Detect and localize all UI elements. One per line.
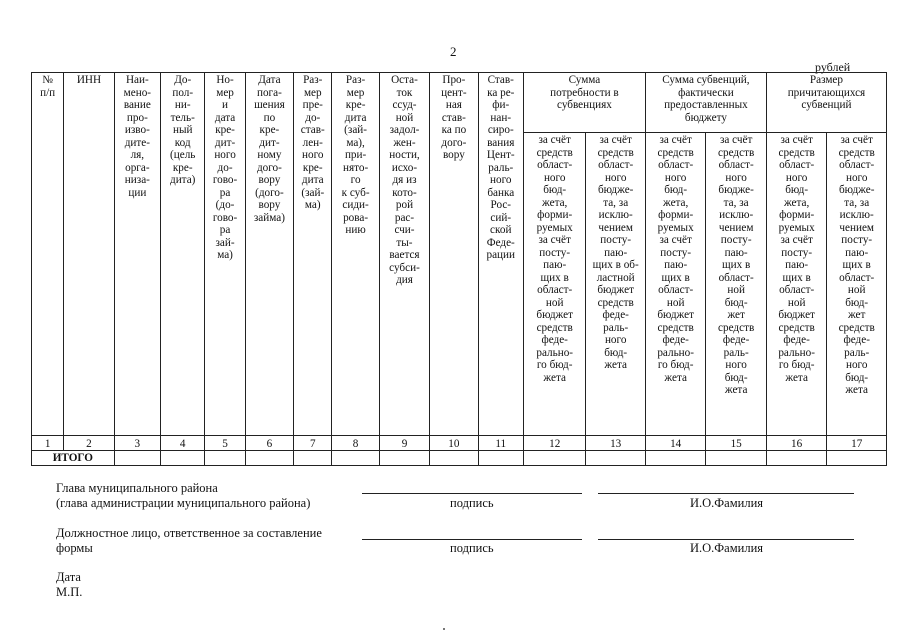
official-title-line2: формы	[56, 541, 93, 555]
header-group-due: Размер причитающихся субвенций	[766, 73, 886, 133]
official-title	[56, 526, 322, 556]
column-number: 8	[332, 436, 379, 451]
header-provided-regional: за счёт средств област- ного бюдже- та, за исклю- чением посту- паю- щих в област- ной бюд- жет средств феде- раль- ного бюд- жета	[706, 133, 767, 436]
header-row-number: № п/п	[32, 73, 64, 436]
total-cell	[430, 451, 478, 466]
total-cell	[245, 451, 293, 466]
subsidy-form-table	[31, 72, 887, 466]
header-row-top	[32, 73, 887, 133]
column-number: 12	[523, 436, 586, 451]
total-cell	[586, 451, 645, 466]
header-need-regional: за счёт средств област- ного бюдже- та, за исклю- чением посту- паю- щих в об- ластной бюджет средств феде- раль- ного бюд- жета	[586, 133, 645, 436]
head-signature-caption: подпись	[450, 496, 494, 510]
header-contract-number-date: Но- мер и дата кре- дит- ного до- гово- ра (до- гово- ра зай- ма)	[205, 73, 245, 436]
total-cell	[523, 451, 586, 466]
header-inn: ИНН	[64, 73, 114, 436]
header-additional-code: До- пол- ни- тель- ный код (цель кре- дита)	[161, 73, 205, 436]
head-title-line2: (глава администрации муниципального района)	[56, 496, 311, 510]
date-stamp-block	[56, 570, 82, 600]
header-debt-balance: Оста- ток ссуд- ной задол- жен- ности, исхо- дя из кото- рой рас- счи- ты- вается субси- дия	[379, 73, 429, 436]
total-cell	[766, 451, 826, 466]
header-interest-rate: Про- цент- ная став- ка по дого- вору	[430, 73, 478, 436]
date-label: Дата	[56, 570, 81, 584]
header-loan-subsidized: Раз- мер кре- дита (зай- ма), при- нято- го к суб- сиди- рова- нию	[332, 73, 379, 436]
header-need-federal: за счёт средств област- ного бюд- жета, форми- руемых за счёт посту- паю- щих в област- ной бюджет средств феде- рально- го бюд- жета	[523, 133, 586, 436]
column-number: 10	[430, 436, 478, 451]
head-name-line	[598, 493, 854, 494]
column-number: 7	[294, 436, 332, 451]
total-cell	[114, 451, 160, 466]
total-cell	[294, 451, 332, 466]
header-repayment-date: Дата пога- шения по кре- дит- ному дого- вору (дого- вору займа)	[245, 73, 293, 436]
header-refinancing-rate: Став- ка ре- фи- нан- сиро- вания Цент- раль- ного банка Рос- сий- ской Феде- рации	[478, 73, 523, 436]
total-row	[32, 451, 887, 466]
official-signature-caption: подпись	[450, 541, 494, 555]
total-label: ИТОГО	[32, 451, 115, 466]
total-cell	[827, 451, 887, 466]
official-name-line	[598, 539, 854, 540]
header-provided-federal: за счёт средств област- ного бюд- жета, форми- руемых за счёт посту- паю- щих в област- ной бюджет средств феде- рально- го бюд- жета	[645, 133, 705, 436]
column-number: 4	[161, 436, 205, 451]
header-due-federal: за счёт средств област- ного бюд- жета, форми- руемых за счёт посту- паю- щих в област- ной бюджет средств феде- рально- го бюд- жета	[766, 133, 826, 436]
page-number: 2	[450, 44, 457, 59]
total-cell	[478, 451, 523, 466]
header-group-provided: Сумма субвенций, фактически предоставленных бюджету	[645, 73, 766, 133]
header-producer-name: Наи- мено- вание про- изво- дите- ля, орга- низа- ции	[114, 73, 160, 436]
column-number: 16	[766, 436, 826, 451]
column-number: 17	[827, 436, 887, 451]
column-number: 11	[478, 436, 523, 451]
column-number: 6	[245, 436, 293, 451]
stamp-label: М.П.	[56, 585, 83, 599]
column-number: 15	[706, 436, 767, 451]
official-signature-line	[362, 539, 582, 540]
total-cell	[161, 451, 205, 466]
column-number: 2	[64, 436, 114, 451]
column-number: 13	[586, 436, 645, 451]
head-name-caption: И.О.Фамилия	[690, 496, 764, 510]
head-title-line1: Глава муниципального района	[56, 481, 218, 495]
currency-unit: рублей	[815, 60, 851, 74]
total-cell	[706, 451, 767, 466]
header-due-regional: за счёт средств област- ного бюдже- та, за исклю- чением посту- паю- щих в област- ной бюд- жет средств феде- раль- ного бюд- жета	[827, 133, 887, 436]
column-number-row	[32, 436, 887, 451]
total-cell	[205, 451, 245, 466]
header-loan-amount: Раз- мер пре- до- став- лен- ного кре- дита (зай- ма)	[294, 73, 332, 436]
total-cell	[379, 451, 429, 466]
official-name-caption: И.О.Фамилия	[690, 541, 764, 555]
column-number: 14	[645, 436, 705, 451]
total-cell	[645, 451, 705, 466]
head-signature-line	[362, 493, 582, 494]
column-number: 3	[114, 436, 160, 451]
column-number: 1	[32, 436, 64, 451]
scan-speck	[443, 628, 445, 630]
header-group-need: Сумма потребности в субвенциях	[523, 73, 645, 133]
head-title	[56, 481, 310, 511]
column-number: 9	[379, 436, 429, 451]
official-title-line1: Должностное лицо, ответственное за составление	[56, 526, 322, 540]
total-cell	[332, 451, 379, 466]
column-number: 5	[205, 436, 245, 451]
